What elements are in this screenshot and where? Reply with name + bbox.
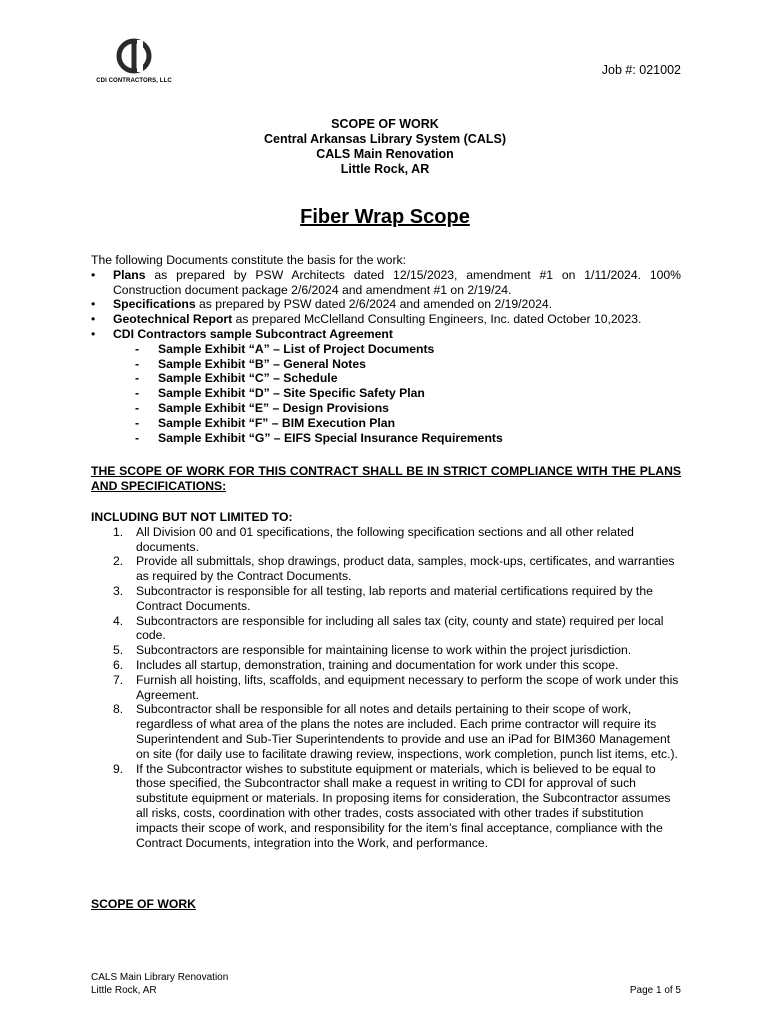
page-number: Page 1 of 5 — [629, 985, 681, 996]
item-number: 4. — [113, 613, 124, 628]
list-item — [91, 525, 681, 555]
scope-items-list — [91, 525, 681, 851]
cdi-logo-icon — [116, 38, 152, 74]
item-number: 5. — [113, 643, 124, 658]
logo-caption: CDI CONTRACTORS, LLC — [96, 78, 172, 84]
item-number: 7. — [113, 672, 124, 687]
exhibit-item: - Sample Exhibit “A” – List of Project Documents — [113, 342, 681, 357]
exhibit-item: - Sample Exhibit “E” – Design Provisions — [113, 401, 681, 416]
exhibit-item: - Sample Exhibit “C” – Schedule — [113, 371, 681, 386]
scope-of-work-heading: SCOPE OF WORK — [91, 897, 196, 911]
item-number: 9. — [113, 761, 124, 776]
doc-bold: Specifications — [113, 297, 196, 312]
exhibit-item: - Sample Exhibit “B” – General Notes — [113, 357, 681, 372]
list-item — [91, 312, 681, 327]
exhibit-item: - Sample Exhibit “F” – BIM Execution Plan — [113, 416, 681, 431]
list-item — [91, 268, 681, 298]
doc-text: as prepared by PSW Architects dated 12/15/2023, amendment #1 on 1/11/2024. 100% Construction document package 2/6/2024 and amendment #1 on 2/19/24. — [113, 267, 681, 297]
item-text: Furnish all hoisting, lifts, scaffolds, and equipment necessary to perform the scope of work under this Agreement. — [136, 672, 679, 702]
item-number: 6. — [113, 657, 124, 672]
item-number: 8. — [113, 702, 124, 717]
list-item — [91, 702, 681, 761]
item-text: If the Subcontractor wishes to substitute equipment or materials, which is believed to be equal to those specified, the Subcontractor shall make a request in writing to CDI for approval of such substitute equipment or materials. In proposing items for consideration, the Subcontractor assumes all risks, costs, coordination with other trades, costs associated with other trades if substitution impacts their scope of work, and responsibility for the item’s final acceptance, compliance with the Contract Documents, integration into the Work, and performance. — [136, 761, 671, 850]
list-item — [91, 762, 681, 851]
item-text: Includes all startup, demonstration, training and documentation for work under this scope. — [136, 657, 619, 672]
item-text: Subcontractors are responsible for including all sales tax (city, county and state) required per local code. — [136, 613, 664, 643]
footer-project — [91, 972, 228, 997]
item-text: Subcontractor is responsible for all testing, lab reports and material certifications required by the Contract Documents. — [136, 583, 653, 613]
including-section — [91, 510, 681, 850]
doc-text: as prepared by PSW dated 2/6/2024 and amended on 2/19/2024. — [195, 297, 553, 312]
header-line-2: Central Arkansas Library System (CALS) — [264, 132, 506, 146]
document-header — [0, 117, 770, 177]
documents-section — [91, 253, 681, 445]
item-text: Provide all submittals, shop drawings, product data, samples, mock-ups, certificates, and warranties as required by the Contract Documents. — [136, 554, 675, 584]
footer-line-1: CALS Main Library Renovation — [91, 972, 229, 983]
doc-bold: CDI Contractors sample Subcontract Agreement — [113, 326, 393, 341]
intro-text: The following Documents constitute the basis for the work: — [91, 253, 406, 267]
list-item — [91, 554, 681, 584]
page-title: Fiber Wrap Scope — [300, 206, 470, 228]
list-item — [91, 658, 681, 673]
scope-statement: THE SCOPE OF WORK FOR THIS CONTRACT SHALL BE IN STRICT COMPLIANCE WITH THE PLANS AND SPECIFICATIONS: — [91, 464, 681, 493]
doc-bold: Plans — [113, 267, 146, 282]
footer-line-2: Little Rock, AR — [91, 984, 157, 996]
header-line-4: Little Rock, AR — [340, 162, 430, 176]
header-line-3: CALS Main Renovation — [316, 147, 454, 161]
exhibit-item: - Sample Exhibit “D” – Site Specific Safety Plan — [113, 386, 681, 401]
header-line-1: SCOPE OF WORK — [331, 117, 439, 131]
item-text: Subcontractor shall be responsible for all notes and details pertaining to their scope of work, regardless of what area of the plans the notes are included. Each prime contractor will require its Superintendent and Sub-Tier Superintendents to provide and use an iPad for BIM360 Management on site (for daily use to facilitate drawing review, inspections, work completion, punch list items, etc.). — [136, 702, 678, 761]
job-number: Job #: 021002 — [601, 63, 681, 77]
list-item — [91, 614, 681, 644]
exhibit-list — [113, 342, 681, 446]
doc-bold: Geotechnical Report — [113, 312, 233, 327]
list-item — [91, 327, 681, 445]
item-number: 1. — [113, 524, 124, 539]
company-logo — [84, 38, 184, 88]
list-item — [91, 643, 681, 658]
list-item — [91, 584, 681, 614]
item-text: All Division 00 and 01 specifications, the following specification sections and all other related documents. — [136, 524, 634, 554]
list-item — [91, 297, 681, 312]
documents-list — [91, 268, 681, 446]
doc-text: as prepared McClelland Consulting Engineers, Inc. dated October 10,2023. — [232, 312, 642, 327]
exhibit-item: - Sample Exhibit “G” – EIFS Special Insurance Requirements — [113, 431, 681, 446]
list-item — [91, 673, 681, 703]
item-number: 2. — [113, 554, 124, 569]
item-text: Subcontractors are responsible for maintaining license to work within the project jurisdiction. — [136, 643, 632, 658]
item-number: 3. — [113, 583, 124, 598]
including-heading: INCLUDING BUT NOT LIMITED TO: — [91, 510, 293, 524]
